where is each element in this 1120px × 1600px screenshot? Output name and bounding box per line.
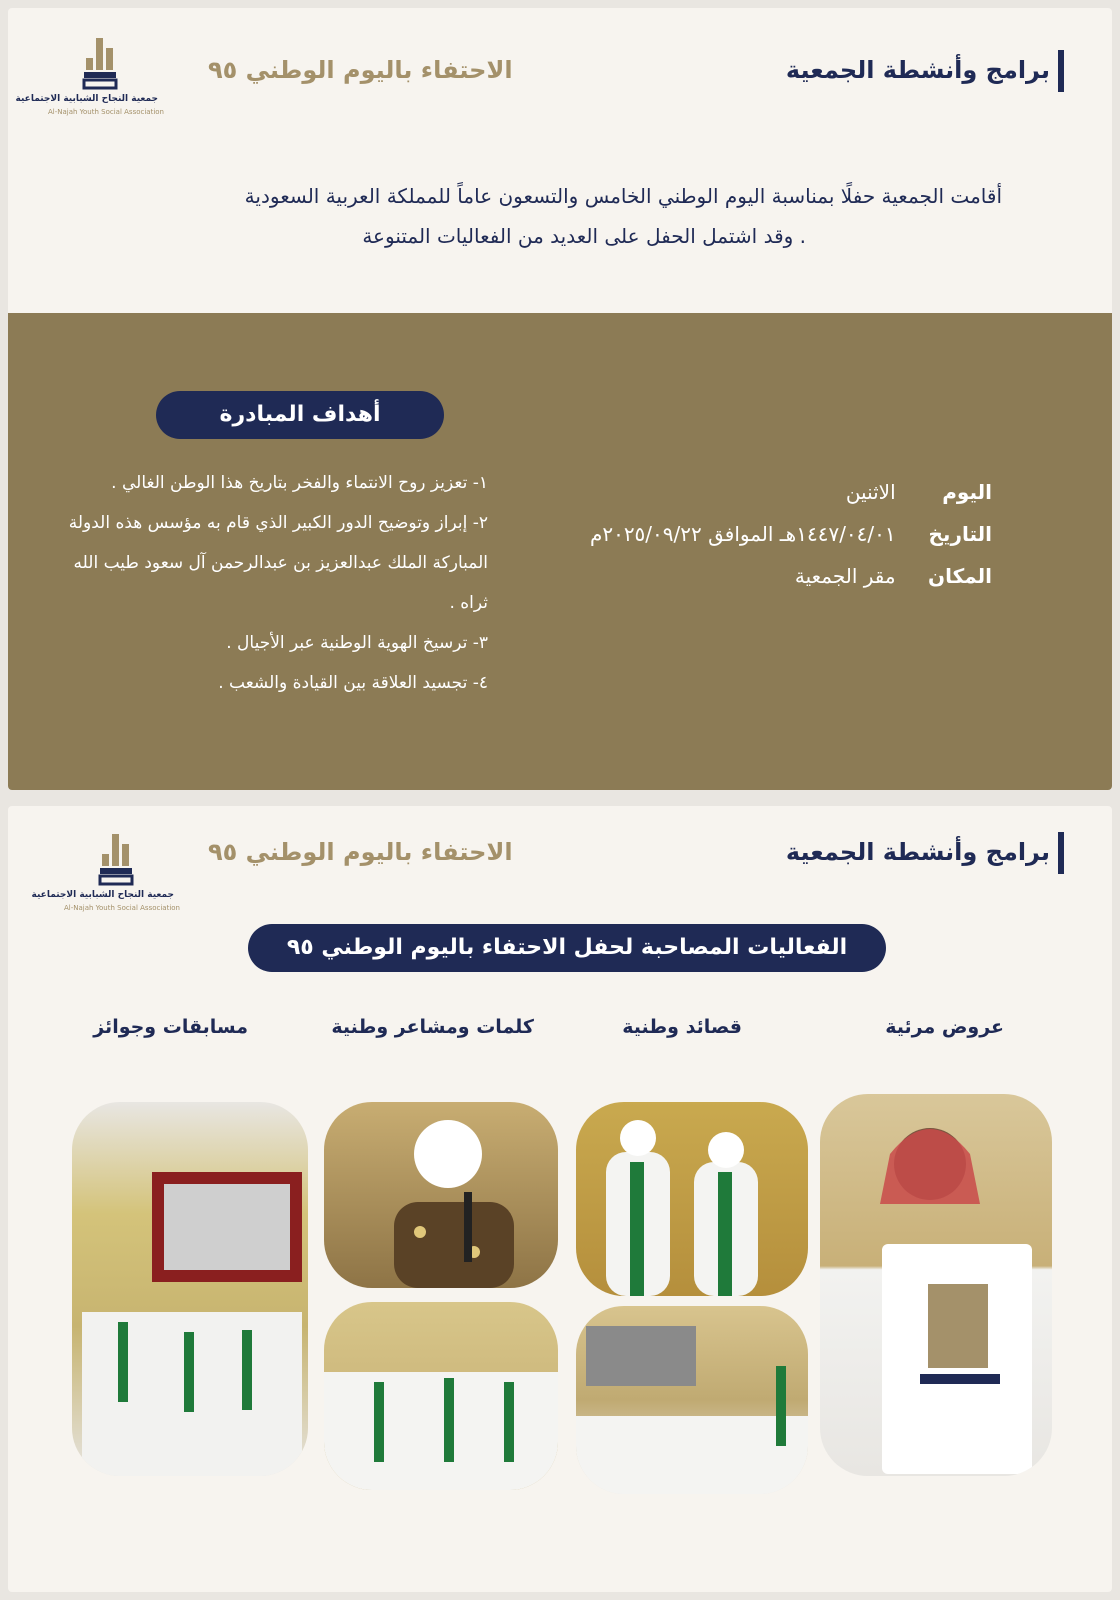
intro-line-1: أقامت الجمعية حفلًا بمناسبة اليوم الوطني الخامس والتسعون عاماً للمملكة العربية السعودية: [244, 184, 1002, 208]
info-date-row: [552, 513, 992, 555]
goal-item: ٢- إبراز وتوضيح الدور الكبير الذي قام به مؤسس هذه الدولة المباركة الملك عبدالعزيز بن عبدالرحمن آل سعود طيب الله ثراه .: [68, 513, 488, 613]
audience-graphic: [576, 1306, 808, 1494]
speaker-photo-graphic: [820, 1094, 1052, 1476]
day-value: الاثنين: [845, 480, 896, 504]
association-logo: [31, 832, 180, 922]
two-men-graphic: [576, 1102, 808, 1296]
section-title: برامج وأنشطة الجمعية: [785, 56, 1050, 84]
date-value: ١٤٤٧/٠٤/٠١هـ الموافق ٢٠٢٥/٠٩/٢٢م: [589, 522, 896, 546]
boy-reciting-photo: [324, 1102, 558, 1288]
date-label: التاريخ: [928, 522, 992, 546]
goal-item: ٤- تجسيد العلاقة بين القيادة والشعب .: [218, 673, 488, 693]
group-photo: [324, 1302, 558, 1490]
section-title: برامج وأنشطة الجمعية: [785, 838, 1050, 866]
event-title: الاحتفاء باليوم الوطني ٩٥: [208, 56, 513, 84]
boy-reciting-graphic: [324, 1102, 558, 1288]
activity-label: مسابقات وجوائز: [93, 1016, 248, 1038]
place-label: المكان: [928, 564, 992, 588]
logo-mark-icon: [92, 832, 142, 888]
goals-list: [48, 463, 488, 703]
intro-line-2: . وقد اشتمل الحفل على العديد من الفعاليات المتنوعة: [362, 224, 806, 248]
header-accent-bar: [1058, 50, 1064, 92]
attendees-seated-photo: [72, 1102, 308, 1476]
day-label: اليوم: [942, 480, 992, 504]
event-title: الاحتفاء باليوم الوطني ٩٥: [208, 838, 513, 866]
goal-item: ٣- ترسيخ الهوية الوطنية عبر الأجيال .: [226, 633, 488, 653]
activity-label: عروض مرئية: [885, 1016, 1004, 1038]
two-men-photo: [576, 1102, 808, 1296]
place-value: مقر الجمعية: [794, 564, 896, 588]
logo-name-ar: جمعية النجاح الشبابية الاجتماعية: [15, 94, 158, 104]
logo-name-en: Al-Najah Youth Social Association: [48, 108, 164, 116]
goals-title-pill: أهداف المبادرة: [156, 391, 444, 439]
activity-label: كلمات ومشاعر وطنية: [331, 1016, 534, 1038]
info-place-row: [552, 555, 992, 597]
event-info: [552, 471, 992, 597]
info-day-row: [552, 471, 992, 513]
association-logo: [15, 36, 164, 126]
logo-mark-icon: [76, 36, 126, 92]
speaker-photo: [820, 1094, 1052, 1476]
header-accent-bar: [1058, 832, 1064, 874]
intro-text: [102, 176, 1002, 256]
details-band: [8, 313, 1112, 790]
group-graphic: [324, 1302, 558, 1490]
activity-label: قصائد وطنية: [622, 1016, 742, 1038]
page-card-1: [8, 8, 1112, 790]
goal-item: ١- تعزيز روح الانتماء والفخر بتاريخ هذا الوطن الغالي .: [111, 473, 488, 493]
logo-name-en: Al-Najah Youth Social Association: [64, 904, 180, 912]
attendees-seated-graphic: [72, 1102, 308, 1476]
page-card-2: [8, 806, 1112, 1592]
activities-title-pill: الفعاليات المصاحبة لحفل الاحتفاء باليوم الوطني ٩٥: [248, 924, 886, 972]
logo-name-ar: جمعية النجاح الشبابية الاجتماعية: [31, 890, 174, 900]
audience-photo: [576, 1306, 808, 1494]
